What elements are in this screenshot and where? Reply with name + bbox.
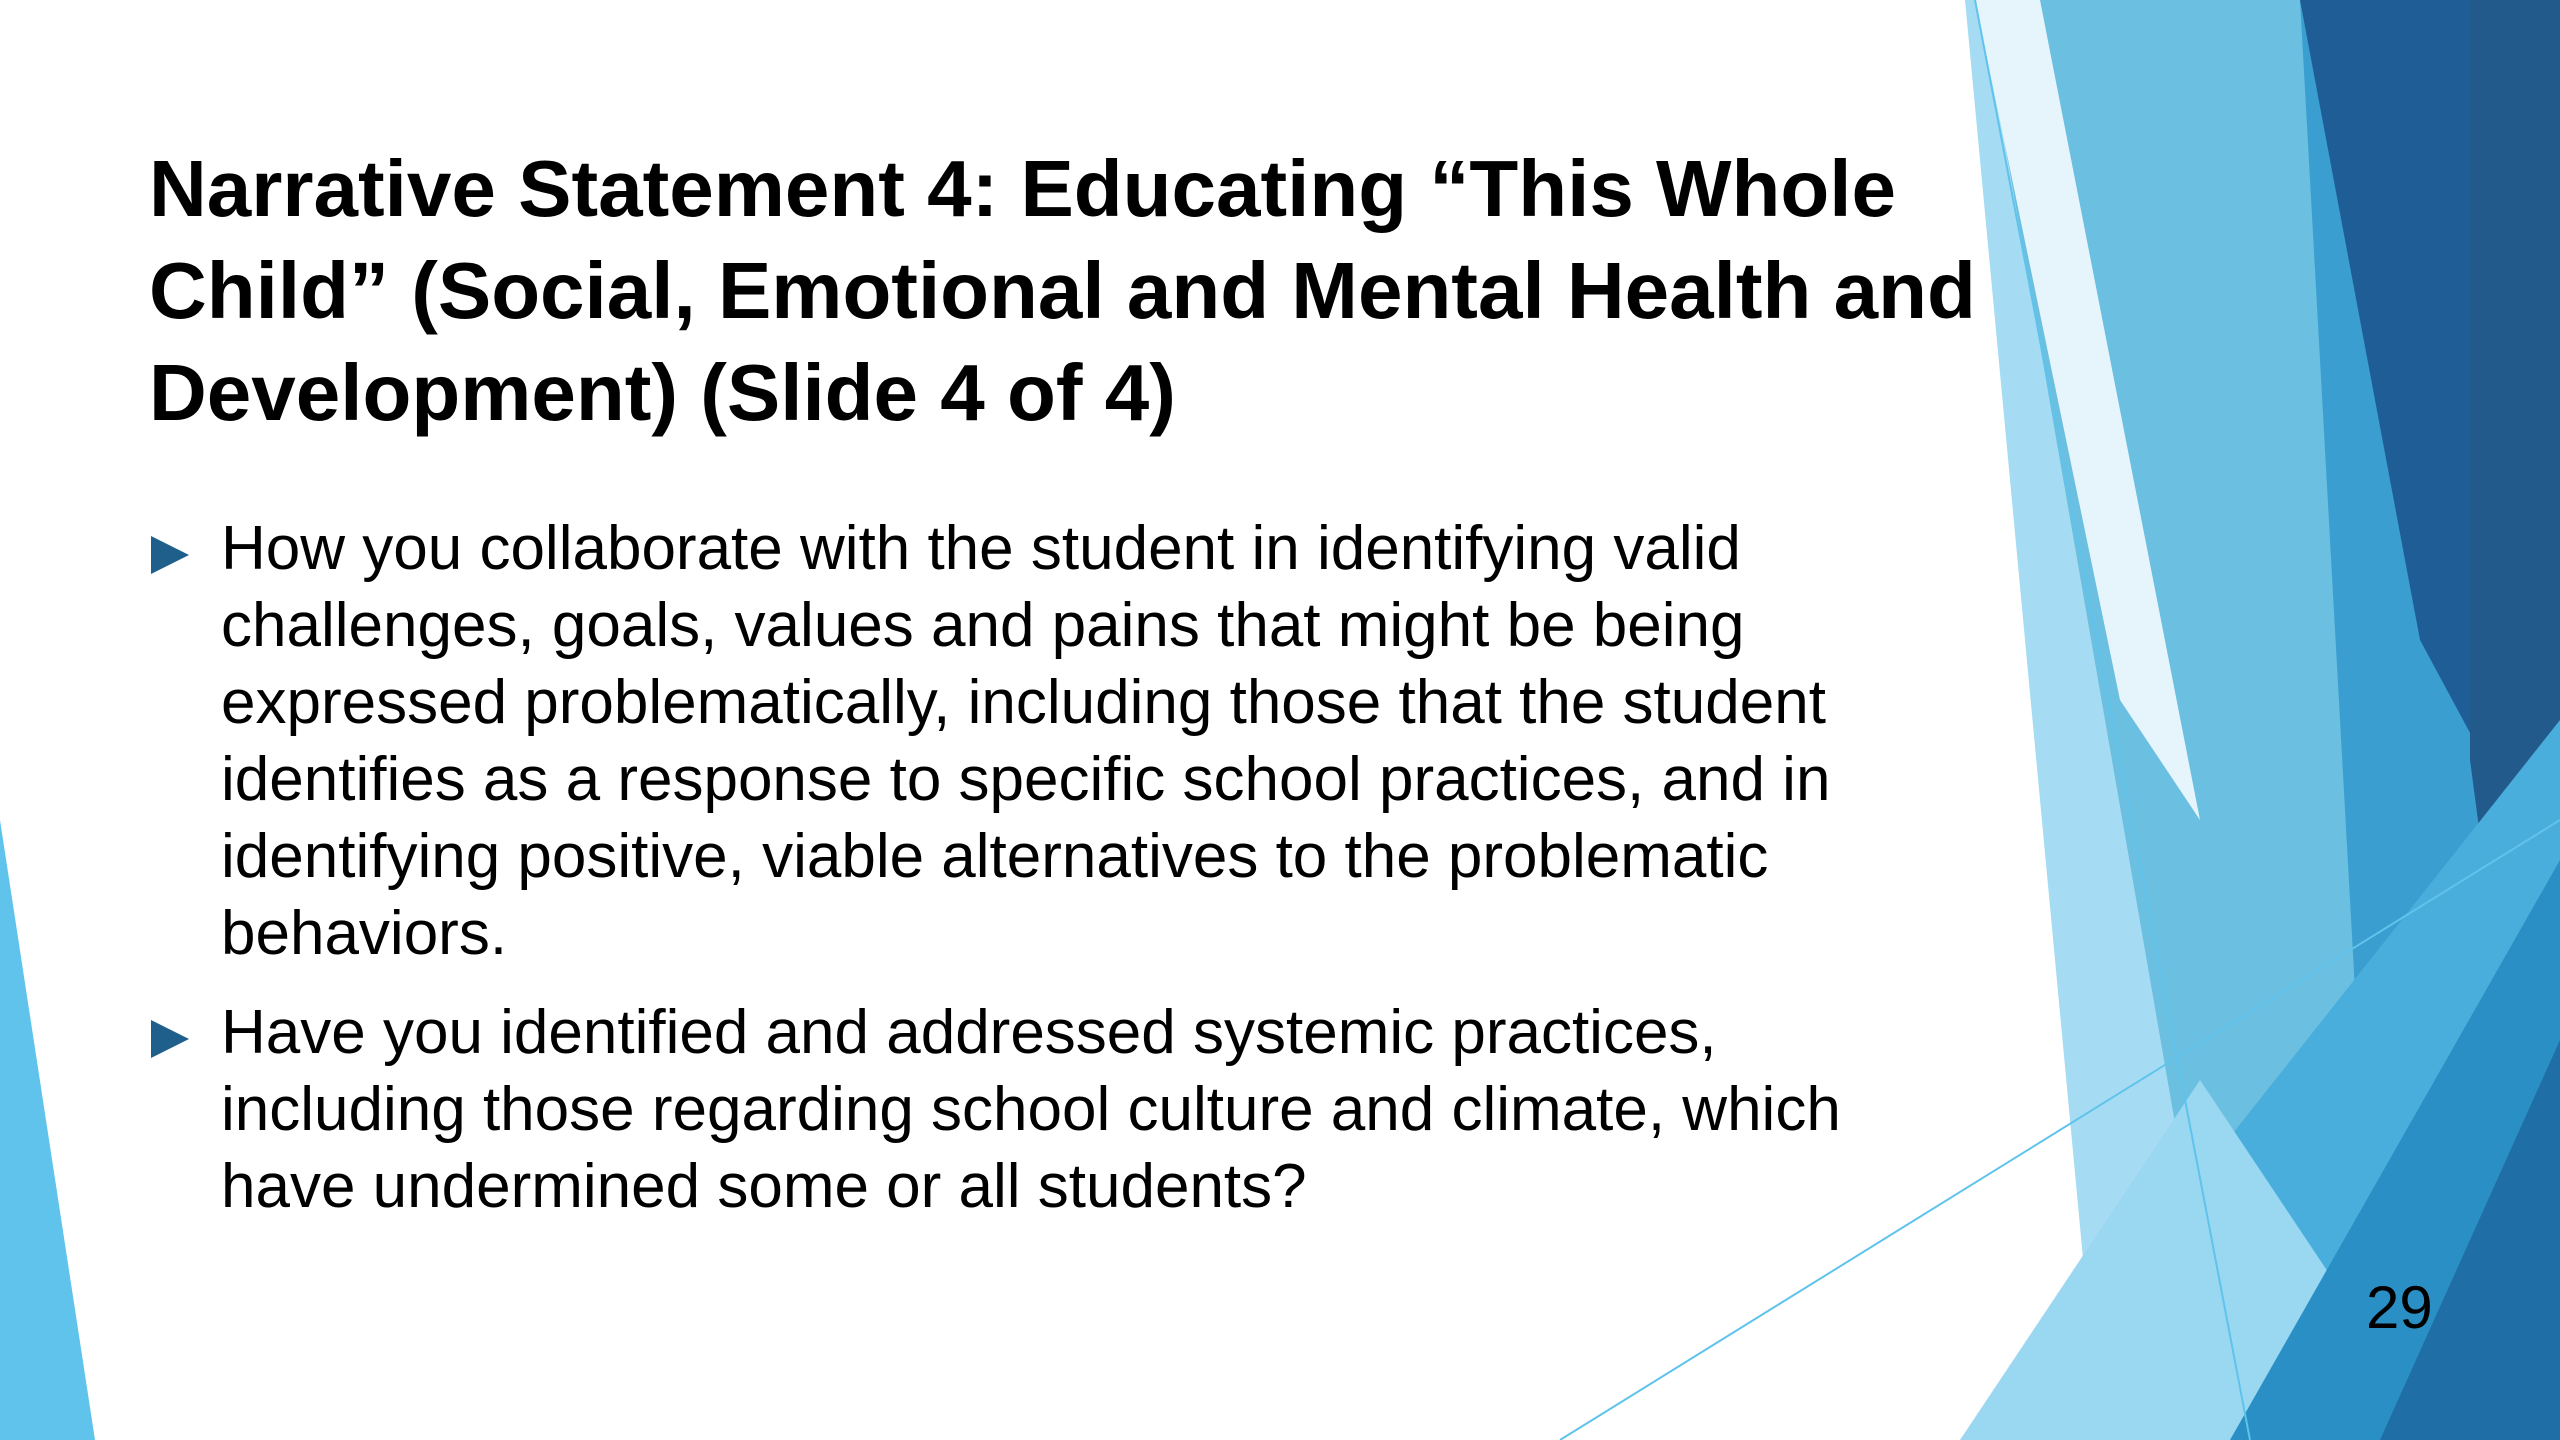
title-line: Narrative Statement 4: Educating “This Whole [149, 144, 1896, 233]
bullet-text-line: identifies as a response to specific school practices, and in [221, 745, 1831, 814]
bullet-text-line: How you collaborate with the student in identifying valid [221, 514, 1741, 583]
triangle-right-icon [151, 1020, 189, 1058]
title-line: Child” (Social, Emotional and Mental Health and [149, 246, 1976, 335]
bullet-text-line: expressed problematically, including those that the student [221, 668, 1826, 737]
slide-number: 29 [2366, 1274, 2433, 1341]
bullet-text-line: have undermined some or all students? [221, 1152, 1307, 1221]
bullet-list [149, 510, 1949, 1247]
bullet-text-line: behaviors. [221, 899, 508, 968]
title-line: Development) (Slide 4 of 4) [149, 348, 1176, 437]
triangle-right-icon [151, 536, 189, 574]
bullet-item [149, 510, 1949, 972]
bullet-item [149, 994, 1949, 1225]
slide-title [149, 138, 2149, 444]
bullet-text-line: including those regarding school culture and climate, which [221, 1075, 1841, 1144]
bullet-text-line: challenges, goals, values and pains that might be being [221, 591, 1745, 660]
bullet-text-line: Have you identified and addressed systemic practices, [221, 998, 1717, 1067]
left-edge-facet [0, 820, 95, 1440]
bullet-text-line: identifying positive, viable alternatives to the problematic [221, 822, 1769, 891]
